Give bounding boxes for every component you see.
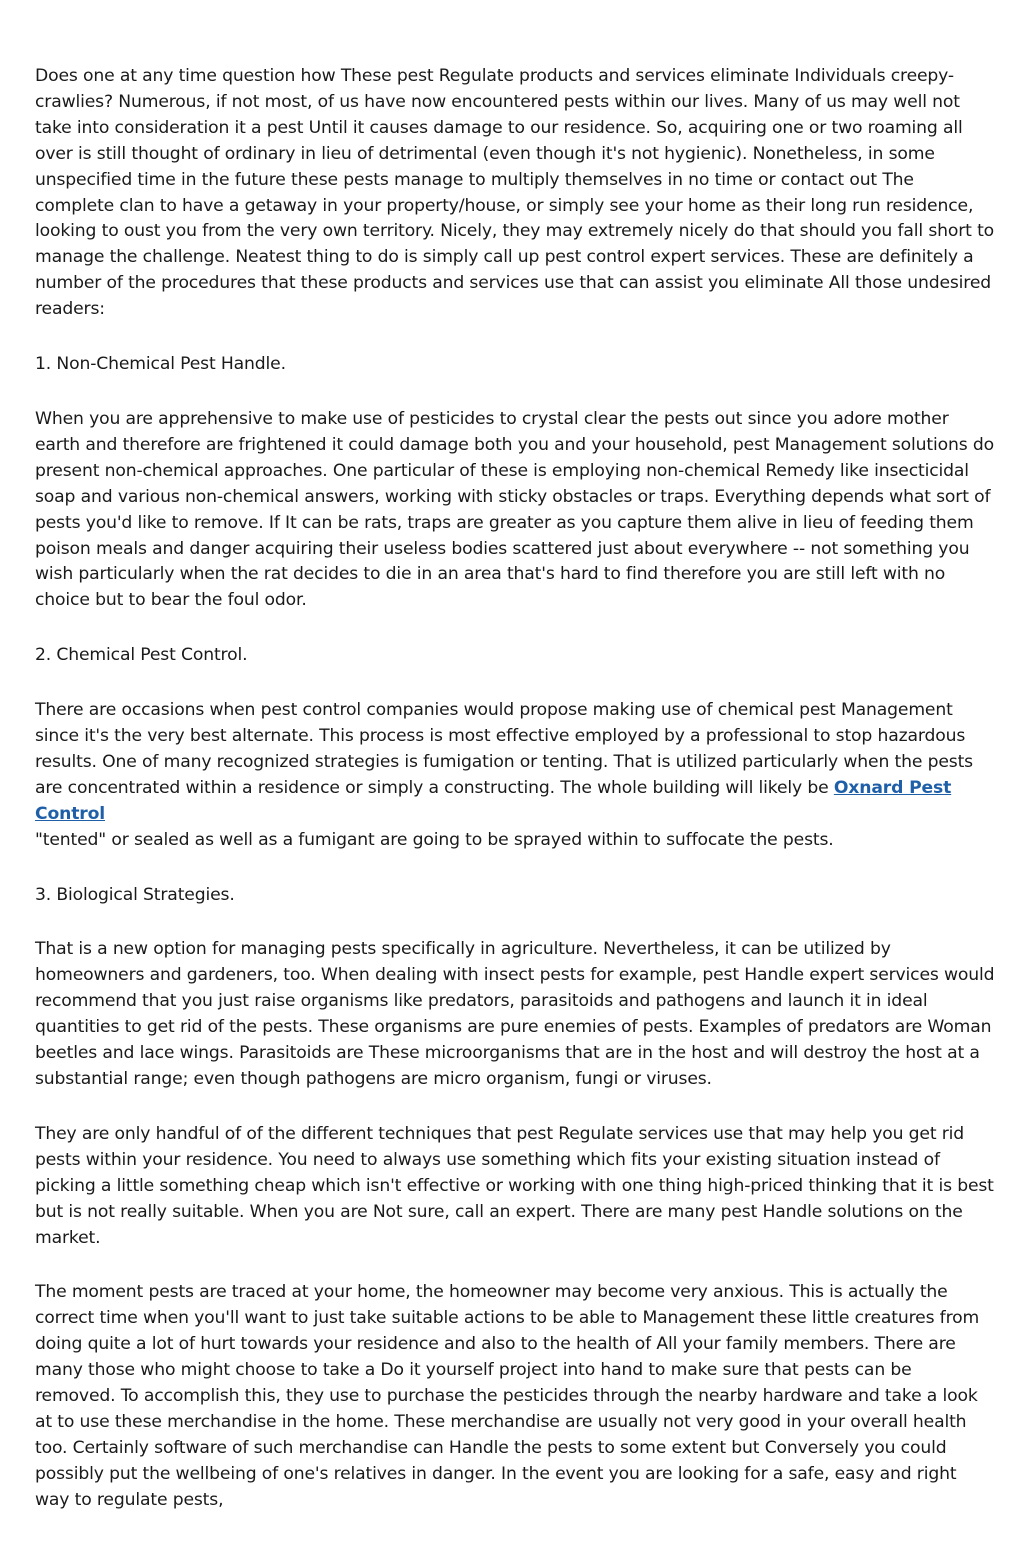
non-chemical-paragraph: When you are apprehensive to make use of pesticides to crystal clear the pests out since you adore mother earth and therefore are frightened it could damage both you and your household, pest Management solutions do present non-chemical approaches. One particular of these is employing non-chemical Remedy like insecticidal soap and various non-chemical answers, working with sticky obstacles or traps. Everything depends what sort of pests you'd like to remove. If It can be rats, traps are greater as you capture them alive in lieu of feeding them poison meals and danger acquiring their useless bodies scattered just about everywhere -- not something you wish particularly when the rat decides to die in an area that's hard to find therefore you are still left with no choice but to bear the foul odor. — [35, 408, 994, 611]
document-body — [35, 64, 995, 1543]
section-heading-chemical: 2. Chemical Pest Control. — [35, 645, 248, 666]
chemical-paragraph — [35, 698, 995, 853]
chemical-paragraph-text-after-link: "tented" or sealed as well as a fumigant are going to be sprayed within to suffocate the pests. — [35, 829, 834, 850]
section-heading-biological: 3. Biological Strategies. — [35, 884, 235, 905]
chemical-paragraph-text-before-link: There are occasions when pest control companies would propose making use of chemical pest Management since it's the very best alternate. This process is most effective employed by a professional to stop hazardous results. One of many recognized strategies is fumigation or tenting. That is utilized particularly when the pests are concentrated within a residence or simply a constructing. The whole building will likely be — [35, 700, 973, 798]
summary-paragraph: They are only handful of of the different techniques that pest Regulate services use that may help you get rid pests within your residence. You need to always use something which fits your existing situation instead of picking a little something cheap which isn't effective or working with one thing high-priced thinking that it is best but is not really suitable. When you are Not sure, call an expert. There are many pest Handle solutions on the market. — [35, 1123, 994, 1248]
section-heading-non-chemical: 1. Non-Chemical Pest Handle. — [35, 354, 286, 375]
intro-paragraph: Does one at any time question how These pest Regulate products and services eliminate Individuals creepy-crawlies? Numerous, if not most, of us have now encountered pests within our lives. Many of us may well not take into consideration it a pest Until it causes damage to our residence. So, acquiring one or two roaming all over is still thought of ordinary in lieu of detrimental (even though it's not hygienic). Nonetheless, in some unspecified time in the future these pests manage to multiply themselves in no time or contact out The complete clan to have a getaway in your property/house, or simply see your home as their long run residence, looking to oust you from the very own territory. Nicely, they may extremely nicely do that should you fall short to manage the challenge. Neatest thing to do is simply call up pest control expert services. These are definitely a number of the procedures that these products and services use that can assist you eliminate All those undesired readers: — [35, 66, 995, 320]
biological-paragraph: That is a new option for managing pests specifically in agriculture. Nevertheless, it can be utilized by homeowners and gardeners, too. When dealing with insect pests for example, pest Handle expert services would recommend that you just raise organisms like predators, parasitoids and pathogens and launch it in ideal quantities to get rid of the pests. These organisms are pure enemies of pests. Examples of predators are Woman beetles and lace wings. Parasitoids are These microorganisms that are in the host and will destroy the host at a substantial range; even though pathogens are micro organism, fungi or viruses. — [35, 939, 995, 1089]
closing-paragraph: The moment pests are traced at your home, the homeowner may become very anxious. This is actually the correct time when you'll want to just take suitable actions to be able to Management these little creatures from doing quite a lot of hurt towards your residence and also to the health of All your family members. There are many those who might choose to take a Do it yourself project into hand to make sure that pests can be removed. To accomplish this, they use to purchase the pesticides through the nearby hardware and take a look at to use these merchandise in the home. These merchandise are usually not very good in your overall health too. Certainly software of such merchandise can Handle the pests to some extent but Conversely you could possibly put the wellbeing of one's relatives in danger. In the event you are looking for a safe, easy and right way to regulate pests, — [35, 1282, 980, 1510]
oxnard-pest-control-link[interactable]: Oxnard Pest Control — [35, 777, 952, 824]
